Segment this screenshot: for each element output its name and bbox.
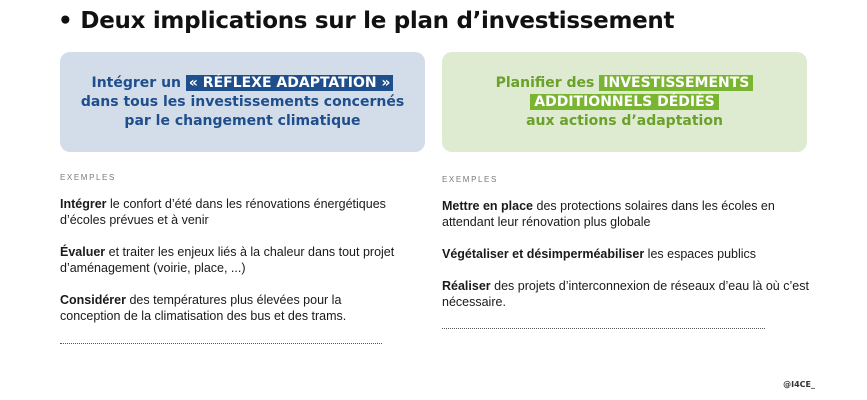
example-text: le confort d’été dans les rénovations énergétiques d’écoles prévues et à venir <box>60 197 386 227</box>
example-text: et traiter les enjeux liés à la chaleur dans tout projet d’aménagement (voirie, place, ...) <box>60 245 395 275</box>
example-item <box>60 196 400 228</box>
left-box-line1-pre: Intégrer un <box>91 74 186 91</box>
right-examples <box>442 172 812 326</box>
left-examples <box>60 170 400 340</box>
right-box-line2 <box>530 93 718 112</box>
example-item <box>60 292 400 324</box>
example-text: des températures plus élevées pour la conception de la climatisation des bus et des trams. <box>60 293 347 323</box>
example-text: des protections solaires dans les écoles en attendant leur rénovation plus globale <box>442 199 775 229</box>
dotted-divider <box>442 328 765 329</box>
right-box-line1 <box>496 74 754 93</box>
example-text: les espaces publics <box>644 247 757 261</box>
example-text: des projets d’interconnexion de réseaux d’eau là où c’est nécessaire. <box>442 279 809 309</box>
dotted-divider <box>60 343 382 344</box>
right-box-highlight-2: ADDITIONNELS DÉDIÉS <box>530 94 718 110</box>
title-bullet: • <box>58 8 73 34</box>
example-item <box>442 278 812 310</box>
i4ce-handle: @I4CE_ <box>783 380 815 389</box>
example-item <box>442 246 812 262</box>
left-box-line2: dans tous les investissements concernés <box>80 93 405 110</box>
example-verb: Évaluer <box>60 245 106 259</box>
example-verb: Considérer <box>60 293 126 307</box>
example-item <box>60 244 400 276</box>
right-box-line1-pre: Planifier des <box>495 74 600 91</box>
example-item <box>442 198 812 230</box>
example-verb: Intégrer <box>60 197 107 211</box>
left-box-line3: par le changement climatique <box>124 112 361 129</box>
examples-label: EXEMPLES <box>60 173 116 182</box>
investissements-dedies-box <box>442 52 807 152</box>
title-text: Deux implications sur le plan d’investissement <box>80 8 675 34</box>
example-verb: Végétaliser et désimperméabiliser <box>442 247 645 261</box>
examples-label: EXEMPLES <box>442 175 498 184</box>
reflexe-adaptation-box <box>60 52 425 152</box>
left-box-highlight: « RÉFLEXE ADAPTATION » <box>186 75 394 91</box>
example-verb: Réaliser <box>442 279 491 293</box>
page-title <box>58 8 674 34</box>
example-verb: Mettre en place <box>442 199 534 213</box>
right-box-line3: aux actions d’adaptation <box>526 112 723 129</box>
right-box-highlight-1: INVESTISSEMENTS <box>599 75 753 91</box>
left-box-line1 <box>92 74 394 93</box>
